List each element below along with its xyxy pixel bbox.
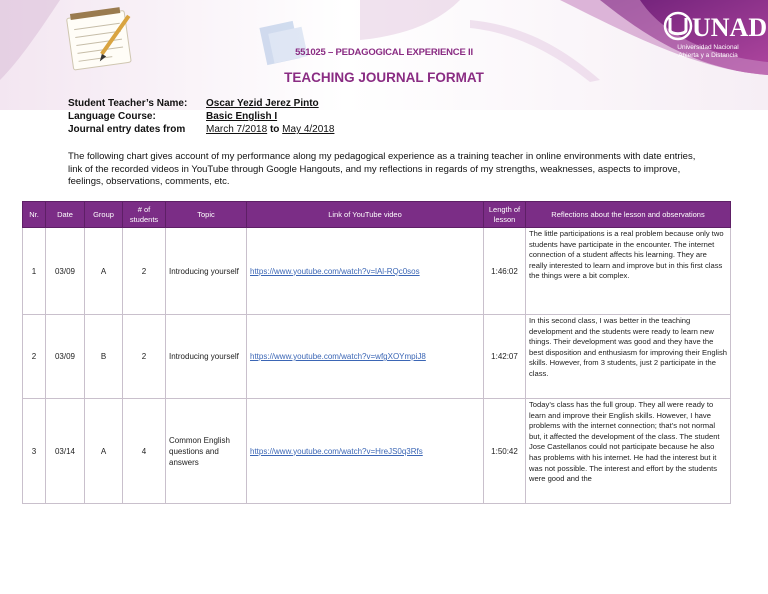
youtube-link[interactable]: https://www.youtube.com/watch?v=HreJS0q3Rfs [247, 399, 484, 504]
cell-reflection: Today’s class has the full group. They all were ready to learn and improve their English skills. However, I have problems with the internet connection; that’s not normal but, it affected the development of the class. The student Jose Castellanos could not participate because he also has problems with his internet. He had the interest but it was not possible. The interest and effort by the students were good and the [526, 399, 731, 504]
col-header-students: # of students [123, 202, 166, 228]
cell-students: 2 [123, 228, 166, 315]
col-header-group: Group [85, 202, 123, 228]
cell-date: 03/09 [46, 315, 85, 399]
cell-length: 1:42:07 [484, 315, 526, 399]
col-header-date: Date [46, 202, 85, 228]
notepad-icon [60, 6, 142, 76]
cell-length: 1:46:02 [484, 228, 526, 315]
logo-subtitle-1: Universidad Nacional [677, 44, 739, 51]
course-code: 551025 – PEDAGOGICAL EXPERIENCE II [295, 47, 473, 58]
journal-table [22, 201, 731, 504]
cell-students: 4 [123, 399, 166, 504]
cell-topic: Introducing yourself [166, 228, 247, 315]
col-header-nr: Nr. [23, 202, 46, 228]
svg-text:UNAD: UNAD [692, 13, 768, 42]
course-label: Language Course: [68, 111, 156, 122]
cell-group: A [85, 399, 123, 504]
dates-to: to [269, 124, 280, 135]
cell-date: 03/09 [46, 228, 85, 315]
logo-subtitle-2: Abierta y a Distancia [678, 51, 738, 59]
cell-group: A [85, 228, 123, 315]
col-header-length: Length of lesson [484, 202, 526, 228]
cell-nr: 1 [23, 228, 46, 315]
dates-label: Journal entry dates from [68, 124, 186, 135]
cell-nr: 3 [23, 399, 46, 504]
cell-reflection: The little participations is a real problem because only two students have participate in the encounter. The internet connection of a student affects his learning. They are really interested to learn and improve but in this first class the things were a bit complex. [526, 228, 731, 315]
table-row [23, 315, 731, 399]
document-icon [255, 20, 315, 66]
youtube-link[interactable]: https://www.youtube.com/watch?v=lAl-RQc0sos [247, 228, 484, 315]
col-header-link: Link of YouTube video [247, 202, 484, 228]
cell-group: B [85, 315, 123, 399]
cell-length: 1:50:42 [484, 399, 526, 504]
cell-topic: Introducing yourself [166, 315, 247, 399]
cell-date: 03/14 [46, 399, 85, 504]
col-header-topic: Topic [166, 202, 247, 228]
course-value: Basic English I [206, 111, 278, 122]
name-value: Oscar Yezid Jerez Pinto [206, 98, 319, 109]
table-row [23, 228, 731, 315]
cell-topic: Common English questions and answers [166, 399, 247, 504]
col-header-reflections: Reflections about the lesson and observations [526, 202, 731, 228]
student-info [68, 97, 334, 136]
date-to: May 4/2018 [282, 124, 335, 135]
intro-paragraph: The following chart gives account of my performance along my pedagogical experience as a training teacher in online environments with date entries, link of the recorded videos in YouTube through Google Hangouts, and my reflections in regards of my strengths, weaknesses, aspects to improve, feelings, observations, comments, etc. [68, 151, 696, 187]
document-title: TEACHING JOURNAL FORMAT [284, 70, 484, 85]
cell-students: 2 [123, 315, 166, 399]
table-row [23, 399, 731, 504]
date-from: March 7/2018 [206, 124, 268, 135]
cell-reflection: In this second class, I was better in the teaching development and the students were ready to learn new things. Their development was good and they have the best disposition and enthusiasm for improving their English skills. However, from 3 students, just 2 participate in the class. [526, 315, 731, 399]
youtube-link[interactable]: https://www.youtube.com/watch?v=wfgXOYmpiJ8 [247, 315, 484, 399]
cell-nr: 2 [23, 315, 46, 399]
table-header-row [23, 202, 731, 228]
name-label: Student Teacher’s Name: [68, 98, 188, 109]
